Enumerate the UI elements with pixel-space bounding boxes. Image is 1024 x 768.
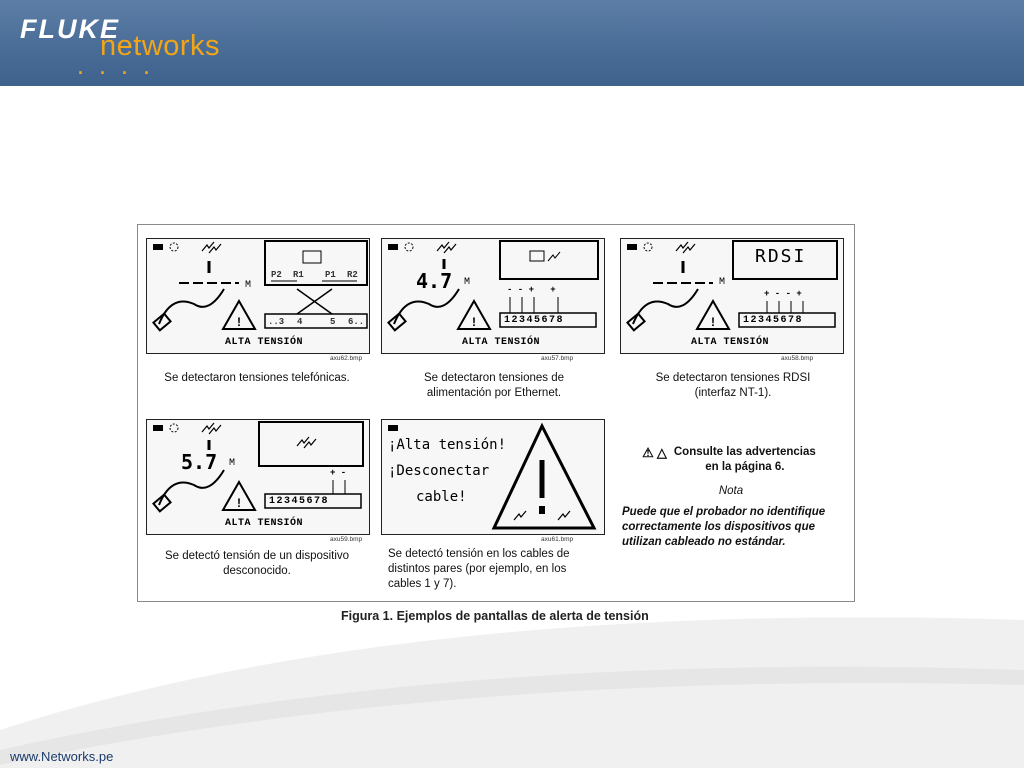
signs-row: - - + + [507, 285, 556, 295]
distance-unit: M [229, 458, 236, 469]
svg-text:!: ! [711, 315, 715, 329]
note-title: Nota [718, 485, 744, 497]
panel-caption: Se detectó tensión de un dispositivo desconocido. [164, 550, 350, 577]
lcd-port-2: 4 [297, 317, 303, 327]
distance-readout: 5.7 [181, 450, 218, 474]
bmp-filename: axu59.bmp [330, 536, 363, 543]
figure-frame [137, 224, 855, 602]
lcd-graphic-1 [147, 239, 369, 353]
lcd-screen-2 [381, 238, 605, 354]
svg-text:!: ! [237, 496, 241, 510]
warning-triangle-icon: ⚠ [642, 445, 654, 460]
logo-networks-text: networks [100, 30, 221, 62]
lcd-graphic-2 [382, 239, 604, 353]
svg-text:!: ! [237, 315, 241, 329]
message-line-1: ¡Alta tensión! [388, 437, 507, 453]
alta-tension-label: ALTA TENSIÓN [225, 518, 304, 529]
svg-text:M: M [245, 280, 252, 291]
distance-unit: M [464, 277, 471, 288]
note-block [616, 445, 846, 550]
lcd-pin-r2: R2 [347, 270, 358, 280]
warning-message [388, 432, 506, 510]
signs-row: + - [330, 468, 347, 478]
lcd-port-3: 5 [330, 317, 336, 327]
logo-fluke-text: FLUKE [20, 14, 120, 44]
warning-reference [616, 445, 846, 475]
bmp-filename: axu57.bmp [541, 355, 574, 362]
lcd-port-1: ..3 [268, 317, 285, 327]
lcd-pin-p2: P2 [271, 270, 282, 280]
bmp-filename: axu58.bmp [781, 355, 814, 362]
mode-readout: RDSI [755, 246, 807, 267]
panel-caption: Se detectó tensión en los cables de distintos pares (por ejemplo, en los cables 1 y 7). [388, 548, 570, 590]
panel-caption: Se detectaron tensiones telefónicas. [164, 372, 350, 384]
alta-tension-label: ALTA TENSIÓN [225, 337, 304, 348]
footer-url[interactable]: www.Networks.pe [10, 749, 114, 764]
panel-caption: Se detectaron tensiones RDSI (interfaz NT-1). [655, 372, 811, 399]
svg-text:!: ! [472, 315, 476, 329]
message-line-3: cable! [416, 489, 467, 505]
header-banner [0, 0, 1024, 86]
bmp-filename: axu61.bmp [541, 536, 574, 543]
ports-row: 12345678 [269, 496, 330, 507]
warning-text: Consulte las advertencias en la página 6. [673, 446, 816, 473]
logo-dots: . . . . [78, 58, 156, 78]
figure-caption: Figura 1. Ejemplos de pantallas de alerta de tensión [341, 609, 649, 623]
lcd-screen-1 [146, 238, 370, 354]
distance-readout: 4.7 [416, 269, 453, 293]
bmp-filename: axu62.bmp [330, 355, 363, 362]
lcd-screen-4 [146, 419, 370, 535]
lcd-screen-5 [381, 419, 605, 535]
caution-triangle-icon: △ [656, 445, 667, 460]
ports-row: 12345678 [504, 315, 565, 326]
alta-tension-label: ALTA TENSIÓN [691, 337, 770, 348]
panel-caption: Se detectaron tensiones de alimentación por Ethernet. [423, 372, 565, 399]
lcd-graphic-3 [621, 239, 843, 353]
signs-row: + - - + [764, 289, 802, 299]
unit-label: M [719, 277, 726, 288]
lcd-pin-p1: P1 [325, 270, 336, 280]
note-body: Puede que el probador no identifique correctamente los dispositivos que utilizan cableado no estándar. [622, 506, 826, 548]
ports-row: 12345678 [743, 315, 804, 326]
lcd-pin-r1: R1 [293, 270, 304, 280]
lcd-screen-3 [620, 238, 844, 354]
message-line-2: ¡Desconectar [388, 463, 490, 479]
lcd-port-4: 6.. [348, 317, 365, 327]
alta-tension-label: ALTA TENSIÓN [462, 337, 541, 348]
